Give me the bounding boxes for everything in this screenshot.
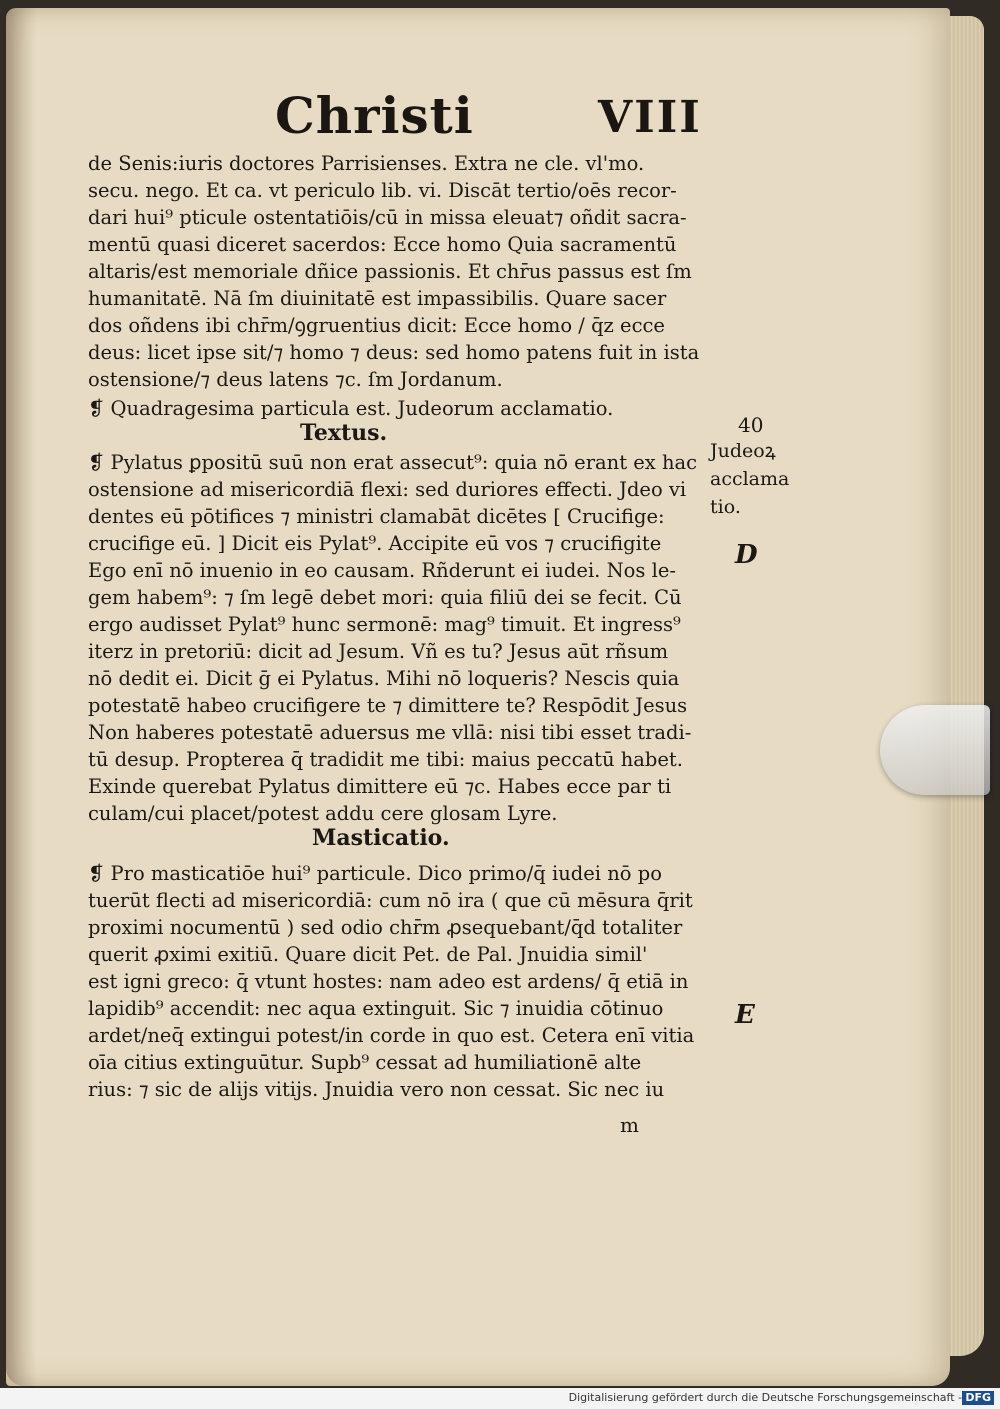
text-line: dos oñdens ibi chr̄m/ꝯgruentius dicit: Ecce homo / q̄z ecce <box>88 314 665 337</box>
text-line: de Senis:iuris doctores Parrisienses. Extra ne cle. vl'mo. <box>88 152 645 175</box>
text-line: Exinde querebat Pylatus dimittere eū ⁊c. Habes ecce par ti <box>88 775 672 798</box>
text-block-textus <box>88 449 708 827</box>
masticatio-heading: Masticatio. <box>312 825 450 851</box>
catchword: m <box>620 1113 639 1137</box>
text-line: deus: licet ipse sit/⁊ homo ⁊ deus: sed homo patens fuit in ista <box>88 341 700 364</box>
text-line: humanitatē. Nā ſm diuinitatē est impassibilis. Quare sacer <box>88 287 667 310</box>
text-line: lapidib⁹ accendit: nec aqua extinguit. Sic ⁊ inuidia cōtinuo <box>88 997 664 1020</box>
text-line: ergo audisset Pylat⁹ hunc sermonē: mag⁹ timuit. Et ingress⁹ <box>88 613 681 636</box>
margin-note <box>710 437 789 521</box>
text-line: ardet/neq̄ extingui potest/in corde in quo est. Cetera enī vitia <box>88 1024 695 1047</box>
text-line: proximi nocumentū ) sed odio chr̄m ꝓsequebant/q̄d totaliter <box>88 916 683 939</box>
text-block-masticatio <box>88 860 708 1103</box>
footer-credit: Digitalisierung gefördert durch die Deutsche Forschungsgemeinschaft - <box>568 1391 962 1404</box>
text-line: potestatē habeo crucifigere te ⁊ dimittere te? Respōdit Jesus <box>88 694 688 717</box>
text-line: ❡ Pro masticatiōe hui⁹ particule. Dico primo/q̄ iudei nō po <box>88 862 662 885</box>
particula-line-wrap <box>88 395 708 422</box>
text-line: culam/cui placet/potest addu cere glosam Lyre. <box>88 802 558 825</box>
text-block-intro <box>88 150 708 393</box>
text-line: rius: ⁊ sic de alijs vitijs. Jnuidia vero non cessat. Sic nec iu <box>88 1078 665 1101</box>
text-line: nō dedit ei. Dicit ḡ ei Pylatus. Mihi nō loqueris? Nescis quia <box>88 667 680 690</box>
margin-note-line: acclama <box>710 468 790 490</box>
folio-number: VIII <box>598 92 702 143</box>
margin-number: 40 <box>738 413 764 437</box>
text-line: secu. nego. Et ca. vt periculo lib. vi. Discāt tertio/oēs recor- <box>88 179 677 202</box>
margin-note-line: tio. <box>710 496 741 518</box>
text-line: ostensione/⁊ deus latens ⁊c. ſm Jordanum. <box>88 368 503 391</box>
text-line: oīa citius extinguūtur. Supb⁹ cessat ad humiliationē alte <box>88 1051 642 1074</box>
text-line: iterz in pretoriū: dicit ad Jesum. Vñ es tu? Jesus aūt rñsum <box>88 640 669 663</box>
text-line: ❡ Pylatus ꝑpositū suū non erat assecut⁹: quia nō erant ex hac <box>88 451 698 474</box>
text-line: Ego enī nō inuenio in eo causam. Rñderunt ei iudei. Nos le- <box>88 559 676 582</box>
running-title: Christi <box>275 86 474 145</box>
text-line: gem habem⁹: ⁊ ſm legē debet mori: quia filiū dei se fecit. Cū <box>88 586 682 609</box>
text-line: tū desup. Propterea q̄ tradidit me tibi: maius peccatū habet. <box>88 748 683 771</box>
text-line: crucifige eū. ] Dicit eis Pylat⁹. Accipite eū vos ⁊ crucifigite <box>88 532 662 555</box>
footer-bar <box>0 1388 1000 1409</box>
page-clip <box>880 705 990 795</box>
text-line: querit ꝓximi exitiū. Quare dicit Pet. de Pal. Jnuidia simil' <box>88 943 648 966</box>
dfg-logo: DFG <box>962 1391 994 1405</box>
text-line: tuerūt flecti ad misericordiā: cum nō ira ( que cū mēsura q̄rit <box>88 889 693 912</box>
textus-heading: Textus. <box>300 420 388 446</box>
text-line: dari hui⁹ pticule ostentatiōis/cū in missa eleuat⁊ oñdit sacra- <box>88 206 687 229</box>
text-line: mentū quasi diceret sacerdos: Ecce homo Quia sacramentū <box>88 233 677 256</box>
text-line: Non haberes potestatē aduersus me vllā: nisi tibi esset tradi- <box>88 721 692 744</box>
margin-note-line: Judeoꝝ <box>710 440 776 462</box>
text-line: ostensione ad misericordiā flexi: sed duriores effecti. Jdeo vi <box>88 478 687 501</box>
text-line: dentes eū pōtifices ⁊ ministri clamabāt dicētes [ Crucifige: <box>88 505 665 528</box>
margin-letter-d: D <box>735 540 758 570</box>
text-line: altaris/est memoriale dñice passionis. Et chr̄us passus est ſm <box>88 260 692 283</box>
page-edges <box>944 16 984 1356</box>
text-line: est igni greco: q̄ vtunt hostes: nam adeo est ardens/ q̄ etiā in <box>88 970 689 993</box>
particula-line: ❡ Quadragesima particula est. Judeorum acclamatio. <box>88 397 614 420</box>
spine-shadow <box>6 8 36 1386</box>
margin-letter-e: E <box>735 1000 755 1030</box>
